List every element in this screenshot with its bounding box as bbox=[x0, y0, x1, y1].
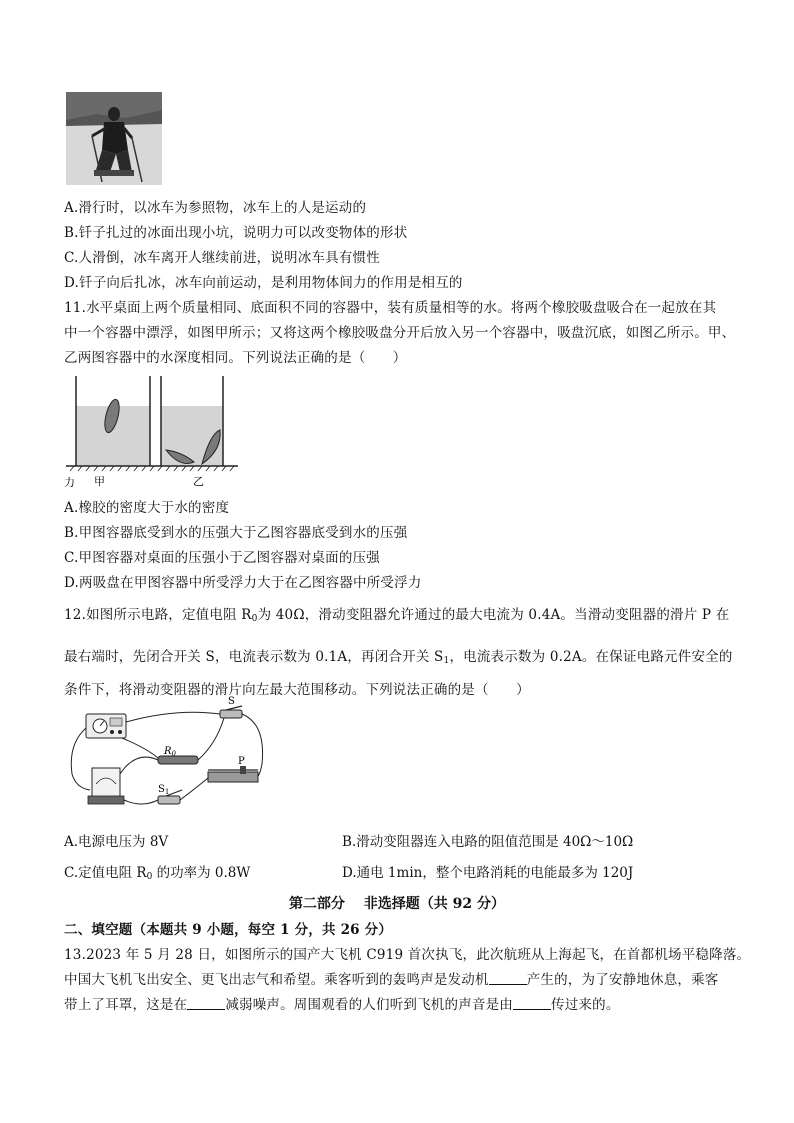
q10-option-c: C.人滑倒，冰车离开人继续前进，说明冰车具有惯性 bbox=[64, 250, 380, 266]
q12-fig-r0: $R_0$ bbox=[164, 746, 176, 758]
q10-option-b: B.钎子扎过的冰面出现小坑，说明力可以改变物体的形状 bbox=[64, 225, 408, 241]
q11-fig-label-yi: 乙 bbox=[193, 475, 204, 488]
q10-option-d: D.钎子向后扎冰，冰车向前运动，是利用物体间力的作用是相互的 bbox=[64, 275, 463, 291]
q13-blank-3[interactable] bbox=[513, 997, 551, 1010]
q11-option-d: D.两吸盘在甲图容器中所受浮力大于在乙图容器中所受浮力 bbox=[64, 575, 422, 591]
q11-stem-line2: 中一个容器中漂浮，如图甲所示；又将这两个橡胶吸盘分开后放入另一个容器中，吸盘沉底，如图乙所示。甲、 bbox=[64, 325, 736, 341]
q13-stem-line1: 13.2023 年 5 月 28 日，如图所示的国产大飞机 C919 首次执飞，此次航班从上海起飞，在首都机场平稳降落。 bbox=[64, 947, 751, 963]
ice-sled-photo bbox=[66, 92, 162, 185]
q13-stem-line3: 带上了耳罩，这是在 减弱噪声。周围观看的人们听到飞机的声音是由 传过来的。 bbox=[64, 997, 620, 1013]
q13-blank-1[interactable] bbox=[489, 972, 527, 985]
q12-option-b: B.滑动变阻器连入电路的阻值范围是 40Ω～10Ω bbox=[342, 834, 634, 850]
q11-option-b: B.甲图容器底受到水的压强大于乙图容器底受到水的压强 bbox=[64, 525, 408, 541]
q12-stem-line2: 最右端时，先闭合开关 S，电流表示数为 0.1A，再闭合开关 $S_1$，电流表示数为 0.2A。在保证电路元件安全的 bbox=[64, 649, 733, 666]
part2-title: 第二部分 非选择题（共 92 分） bbox=[288, 896, 506, 912]
q12-option-a: A.电源电压为 8V bbox=[64, 834, 169, 850]
q12-stem-line3: 条件下，将滑动变阻器的滑片向左最大范围移动。下列说法正确的是（ ） bbox=[64, 682, 530, 698]
q10-option-a: A.滑行时，以冰车为参照物，冰车上的人是运动的 bbox=[64, 200, 367, 216]
q11-option-a: A.橡胶的密度大于水的密度 bbox=[64, 500, 230, 516]
q11-containers-figure bbox=[62, 372, 242, 488]
q13-blank-2[interactable] bbox=[187, 997, 225, 1010]
q12-circuit-figure bbox=[66, 696, 278, 818]
q11-option-c: C.甲图容器对桌面的压强小于乙图容器对桌面的压强 bbox=[64, 550, 380, 566]
q12-fig-slider-p: P bbox=[238, 756, 245, 767]
q12-stem-line1: 12.如图所示电路，定值电阻 $R_0$为 40Ω，滑动变阻器允许通过的最大电流为 0.4A。当滑动变阻器的滑片 P 在 bbox=[64, 607, 730, 624]
section2-title: 二、填空题（本题共 9 小题，每空 1 分，共 26 分） bbox=[64, 922, 393, 938]
q13-stem-line2: 中国大飞机飞出安全、更飞出志气和希望。乘客听到的轰鸣声是发动机 产生的，为了安静地休息，乘客 bbox=[64, 972, 719, 988]
q12-fig-switch-s: S bbox=[228, 696, 235, 707]
q11-stem-line1: 11.水平桌面上两个质量相同、底面积不同的容器中，装有质量相等的水。将两个橡胶吸盘吸合在一起放在其 bbox=[64, 300, 717, 316]
q12-fig-switch-s1: $S_1$ bbox=[158, 784, 170, 796]
q11-fig-label-jia: 甲 bbox=[94, 475, 105, 488]
q11-fig-label-left: 力 bbox=[64, 476, 75, 489]
q11-stem-line3: 乙两图容器中的水深度相同。下列说法正确的是（ ） bbox=[64, 350, 407, 366]
q12-option-c: C.定值电阻 $R_0$ 的功率为 0.8W bbox=[64, 865, 251, 882]
q12-option-d: D.通电 1min，整个电路消耗的电能最多为 120J bbox=[342, 865, 634, 881]
